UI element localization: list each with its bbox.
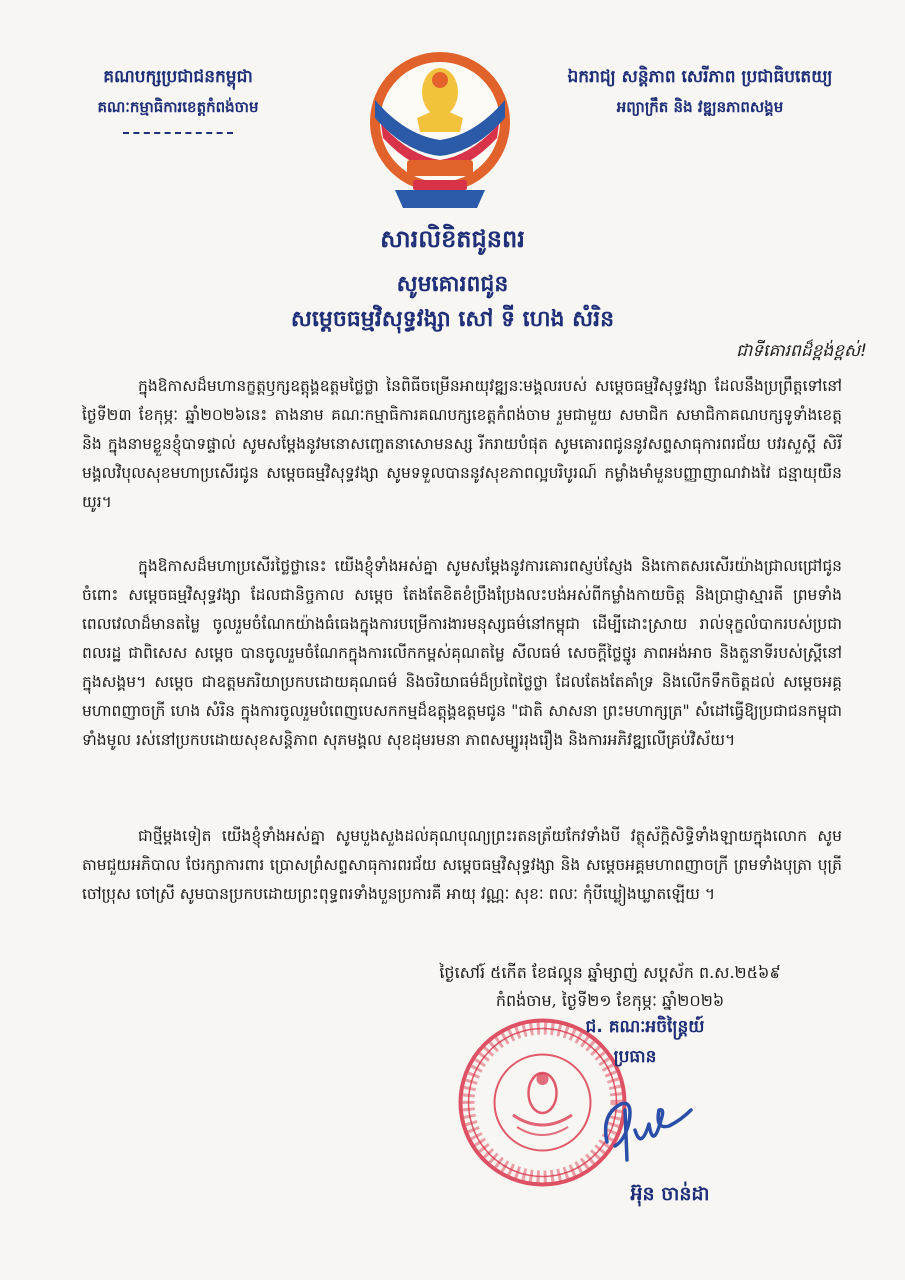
salutation: ជាទីគោរពដ៏ខ្ពង់ខ្ពស់! bbox=[736, 341, 867, 361]
addressee-line-1: សូមគោរពជូន bbox=[396, 272, 509, 297]
signatory-title: ជ. គណៈអចិន្ត្រៃយ៍ bbox=[585, 1017, 705, 1037]
paragraph-text: ជាថ្មីម្ដងទៀត យើងខ្ញុំទាំងអស់គ្នា សូមបួងសួងដល់គុណបុណ្យព្រះរតនត្រ័យកែវទាំងបី វត្ថុស័ក្តិសិទ្ធិទាំងឡាយក្នុងលោក សូមតាមជួយអភិបាល ថែរក្សាការពារ ប្រោសព្រំសព្ទសាធុការពរជ័យ សម្ដេចធម្មវិសុទ្ធវង្សា និង សម្ដេចអគ្គមហាពញាចក្រី ព្រមទាំងបុត្រា បុត្រី ចៅប្រុស ចៅស្រី សូមបានប្រកបដោយព្រះពុទ្ធពរទាំងបួនប្រការគឺ អាយុ វណ្ណៈ សុខៈ ពលៈ កុំបីឃ្លៀងឃ្លាតឡើយ ។ bbox=[82, 827, 842, 903]
party-header bbox=[28, 62, 328, 134]
motto-line-2: អព្យាក្រឹត និង វឌ្ឍនភាពសង្គម bbox=[616, 98, 784, 116]
national-motto bbox=[525, 62, 875, 122]
body-paragraph-2 bbox=[82, 552, 842, 755]
signatory-name: អ៊ុន ចាន់ដា bbox=[630, 1183, 710, 1205]
cpp-emblem-icon bbox=[365, 40, 515, 215]
signatory-role: ប្រធាន bbox=[613, 1047, 657, 1067]
header-divider bbox=[123, 132, 233, 134]
paragraph-text: ក្នុងឱកាសដ៏មហានក្ខត្តឫក្សឧត្តុង្គឧត្តមថ្លៃថ្លា នៃពិធីចម្រើនអាយុវឌ្ឍនៈមង្គលរបស់ សម្ដេចធម្មវិសុទ្ធវង្សា ដែលនឹងប្រព្រឹត្តទៅនៅថ្ងៃទី២៣ ខែកុម្ភៈ ឆ្នាំ២០២៦នេះ តាងនាម គណៈកម្មាធិការគណបក្សខេត្តកំពង់ចាម រួមជាមួយ សមាជិក សមាជិកាគណបក្សទូទាំងខេត្ត និង ក្នុងនាមខ្លួនខ្ញុំបាទផ្ទាល់ សូមសម្ដែងនូវមនោសញ្ចេតនាសោមនស្ស រីករាយបំផុត សូមគោរពជូននូវសព្ទសាធុការពរជ័យ បវរសួស្ដី សិរីមង្គលវិបុលសុខមហាប្រសើរជូន សម្ដេចធម្មវិសុទ្ធវង្សា សូមទទួលបាននូវសុខភាពល្អបរិបូរណ៍ កម្លាំងមាំមួនបញ្ញាញាណវាងវៃ ជន្មាយុយឺនយូរ។ bbox=[82, 377, 842, 511]
body-paragraph-3 bbox=[82, 822, 842, 909]
party-name: គណបក្សប្រជាជនកម្ពុជា bbox=[103, 67, 253, 87]
paragraph-text: ក្នុងឱកាសដ៏មហាប្រសើរថ្លៃថ្លានេះ យើងខ្ញុំទាំងអស់គ្នា សូមសម្ដែងនូវការគោរពស្ញប់ស្ញែង និងកោតសរសើរយ៉ាងជ្រាលជ្រៅជូនចំពោះ សម្ដេចធម្មវិសុទ្ធវង្សា ដែលជានិច្ចកាល សម្ដេច តែងតែខិតខំប្រឹងប្រែងលះបង់អស់ពីកម្លាំងកាយចិត្ត និងប្រាជ្ញាស្មារតី ព្រមទាំង ពេលវេលាដ៏មានតម្លៃ ចូលរួមចំណែកយ៉ាងធំធេងក្នុងការបម្រើការងារមនុស្សធម៌នៅកម្ពុជា ដើម្បីដោះស្រាយ រាល់ទុក្ខលំបាករបស់ប្រជាពលរដ្ឋ ជាពិសេស សម្ដេច បានចូលរួមចំណែកក្នុងការលើកកម្ពស់គុណតម្លៃ សីលធម៌ សេចក្ដីថ្លៃថ្នូរ ភាពអង់អាច និងតួនាទីរបស់ស្ត្រីនៅក្នុងសង្គម។ សម្ដេច ជាឧត្តមភរិយាប្រកបដោយគុណធម៌ និងចរិយាធម៌ដ៏ប្រពៃថ្លៃថ្លា ដែលតែងតែគាំទ្រ និងលើកទឹកចិត្តដល់ សម្ដេចអគ្គមហាពញាចក្រី ហេង សំរិន ក្នុងការចូលរួមបំពេញបេសកកម្មដ៏ឧត្តុង្គឧត្តមជូន "ជាតិ សាសនា ព្រះមហាក្សត្រ" សំដៅធ្វើឱ្យប្រជាជនកម្ពុជាទាំងមូល រស់នៅប្រកបដោយសុខសន្តិភាព សុភមង្គល សុខដុមរមនា ភាពសម្បូររុងរឿង និងការអភិវឌ្ឍលើគ្រប់វិស័យ។ bbox=[82, 557, 842, 749]
lunar-date: ថ្ងៃសៅរ៍ ៥កើត ខែផល្គុន ឆ្នាំម្សាញ់ សប្តស័ក ព.ស.២៥៦៩ bbox=[439, 963, 781, 982]
motto-line-1: ឯករាជ្យ សន្តិភាព សេរីភាព ប្រជាធិបតេយ្យ bbox=[567, 67, 833, 87]
solar-date: កំពង់ចាម, ថ្ងៃទី២១ ខែកុម្ភៈ ឆ្នាំ២០២៦ bbox=[495, 991, 725, 1010]
addressee-line-2: សម្ដេចធម្មវិសុទ្ធវង្សា សៅ ទី ហេង សំរិន bbox=[290, 307, 615, 332]
handwritten-signature-icon bbox=[595, 1080, 700, 1170]
letter-title: សារលិខិតជូនពរ bbox=[380, 225, 525, 253]
body-paragraph-1 bbox=[82, 372, 842, 517]
provincial-committee: គណៈកម្មាធិការខេត្តកំពង់ចាម bbox=[97, 98, 259, 116]
